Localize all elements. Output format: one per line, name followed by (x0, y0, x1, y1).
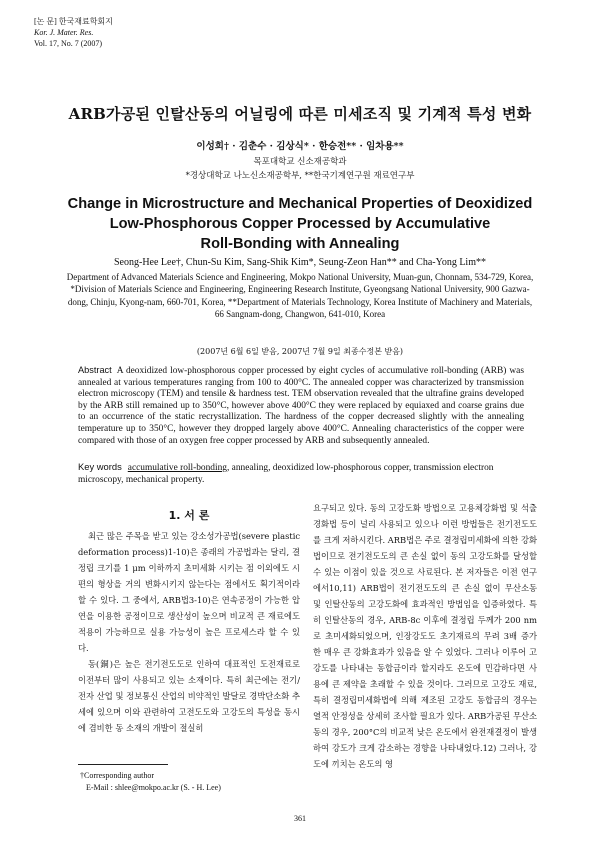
body-paragraph: 동(銅)은 높은 전기전도도로 인하여 대표적인 도전재료로 이전부터 많이 사용되고 있는 소재이다. 특히 최근에는 전기/전자 산업 및 정보통신 산업의 비약적인 발달로 경박단소화 추세에 있으며 이와 관련하여 고전도도와 고강도의 특성을 동시에 겸비한 동 소재의 개발이 절실히 (78, 659, 300, 733)
keyword-underlined: accumulative roll-bonding (127, 463, 227, 473)
authors-english: Seong-Hee Lee†, Chun-Su Kim, Sang-Shik Kim*, Seung-Zeon Han** and Cha-Yong Lim** (113, 257, 486, 268)
journal-line-volume: Vol. 17, No. 7 (2007) (34, 39, 103, 48)
abstract-text: A deoxidized low-phosphorous copper processed by eight cycles of accumulative roll-bonding (ARB) was annealed at various temperatures ranging from 100 to 400°C. The annealed copper was characterized by transmission electron microscopy (TEM) and tensile & hardness test. TEM observation revealed that the ultrafine grains developed by the ARB still remained up to 350°C, however above 400°C they were replaced by equiaxed and coarse grains due to an occurrence of the static recrystallization. The hardness of the copper decreased slightly with the annealing temperature up to 350°C, however they dropped largely above 400°C. Annealing characteristics of the copper were compared with those of an oxygen free copper processed by ARB and subsequently annealed. (78, 366, 524, 446)
title-english (40, 194, 560, 254)
abstract (78, 365, 524, 447)
journal-header (34, 16, 113, 49)
affiliations-korean (0, 155, 600, 183)
footnote-divider (78, 764, 168, 765)
page-number: 361 (294, 814, 306, 823)
received-dates: (2007년 6월 6일 받음, 2007년 7월 9일 최종수정본 받음) (196, 347, 404, 356)
authors-korean: 이성희† · 김춘수 · 김상식* · 한승전** · 임차용** (196, 141, 404, 152)
keywords-label: Key words (78, 461, 122, 472)
footnote-email: E-Mail : shlee@mokpo.ac.kr (S. - H. Lee) (86, 783, 221, 792)
journal-line-name: Kor. J. Mater. Res. (34, 28, 94, 37)
title-korean: ARB가공된 인탈산동의 어닐링에 따른 미세조직 및 기계적 특성 변화 (68, 105, 532, 123)
body-left-column (78, 528, 300, 736)
footnote (80, 770, 221, 794)
title-english-line: Low-Phosphorous Copper Processed by Accumulative (109, 216, 491, 232)
body-paragraph: 최근 많은 주목을 받고 있는 강소성가공법(severe plastic deformation process)1-10)은 종래의 가공법과는 달리, 결정립 크기를 1 μm 이하까지 초미세화 시키는 점 이외에도 시편의 형상을 거의 변화시키지 않는다는 점에서도 획기적이라 할 수 있다. 그 중에서, ARB법3-10)은 연속공정이 가능한 압연을 이용한 공정이므로 생산성이 높으며 비교적 큰 재료에도 적용이 가능하므로 실용 가능성이 높은 프로세스라 할 수 있다. (78, 531, 300, 653)
affiliation-korean-line: *경상대학교 나노신소재공학부, **한국기계연구원 재료연구부 (185, 171, 415, 181)
affiliations-english: Department of Advanced Materials Science and Engineering, Mokpo National University, Muan-gun, Chonnam, 534-729, Korea, *Division of Materials Science and Engineering, Engineering Research Institute, Gyeongsang National University, 900 Gazwa-dong, Chinju, Kyong-nam, 660-701, Korea, **Department of Materials Technology, Korea Institute of Machinery and Materials, 66 Sangnam-dong, Changwon, 641-010, Korea (66, 272, 534, 320)
title-english-line: Roll-Bonding with Annealing (200, 236, 400, 252)
keywords (78, 461, 524, 486)
body-right-column (313, 500, 537, 772)
section-heading-introduction: 1. 서 론 (168, 509, 210, 522)
affiliation-korean-line: 목포대학교 신소재공학과 (253, 157, 347, 167)
abstract-label: Abstract (78, 365, 112, 375)
body-paragraph: 요구되고 있다. 동의 고강도화 방법으로 고용체강화법 및 석출경화법 등이 널리 사용되고 있으나 이런 방법들은 전기전도도를 크게 저하시킨다. ARB법은 주로 결정립미세화에 의한 강화법이므로 전기전도도의 큰 손실 없이 동의 고강도화를 달성할 수 있는 이점이 있을 것으로 사료된다. 본 저자들은 이전 연구에서10,11) ARB법이 전기전도도의 큰 손실 없이 무산소동 및 인탈산동의 고강도화에 효과적인 방법임을 입증하였다. 특히 인탈산동의 경우, ARB-8c 이후에 결정립 두께가 200 nm로 초미세화되었으며, 인장강도도 초기재료의 무려 3배 증가한 매우 큰 강화효과가 있음을 알 수 있었다. 그러나 이루어 고강도를 나타내는 동합금이라 할지라도 온도에 민감하다면 사용에 큰 제약을 초래할 수 있을 것이다. 그러므로 고강도 재료, 특히 결정립미세화법에 의해 제조된 고강도 동합금의 경우는 열적 안정성을 상세히 조사할 필요가 있다. ARB가공된 무산소동의 경우, 200°C의 비교적 낮은 온도에서 완전재결정이 발생하여 강도가 크게 감소하는 경향을 나타내었다.12) 그러나, 강도에 끼치는 온도의 영 (313, 503, 537, 769)
keywords-rest: , annealing, deoxidized low-phosphorous copper, transmission electron microscopy, mechanical property. (78, 463, 494, 485)
footnote-corresponding: †Corresponding author (80, 771, 154, 780)
journal-line-korean: [논 문] 한국재료학회지 (34, 17, 113, 26)
title-english-line: Change in Microstructure and Mechanical Properties of Deoxidized (67, 196, 533, 212)
